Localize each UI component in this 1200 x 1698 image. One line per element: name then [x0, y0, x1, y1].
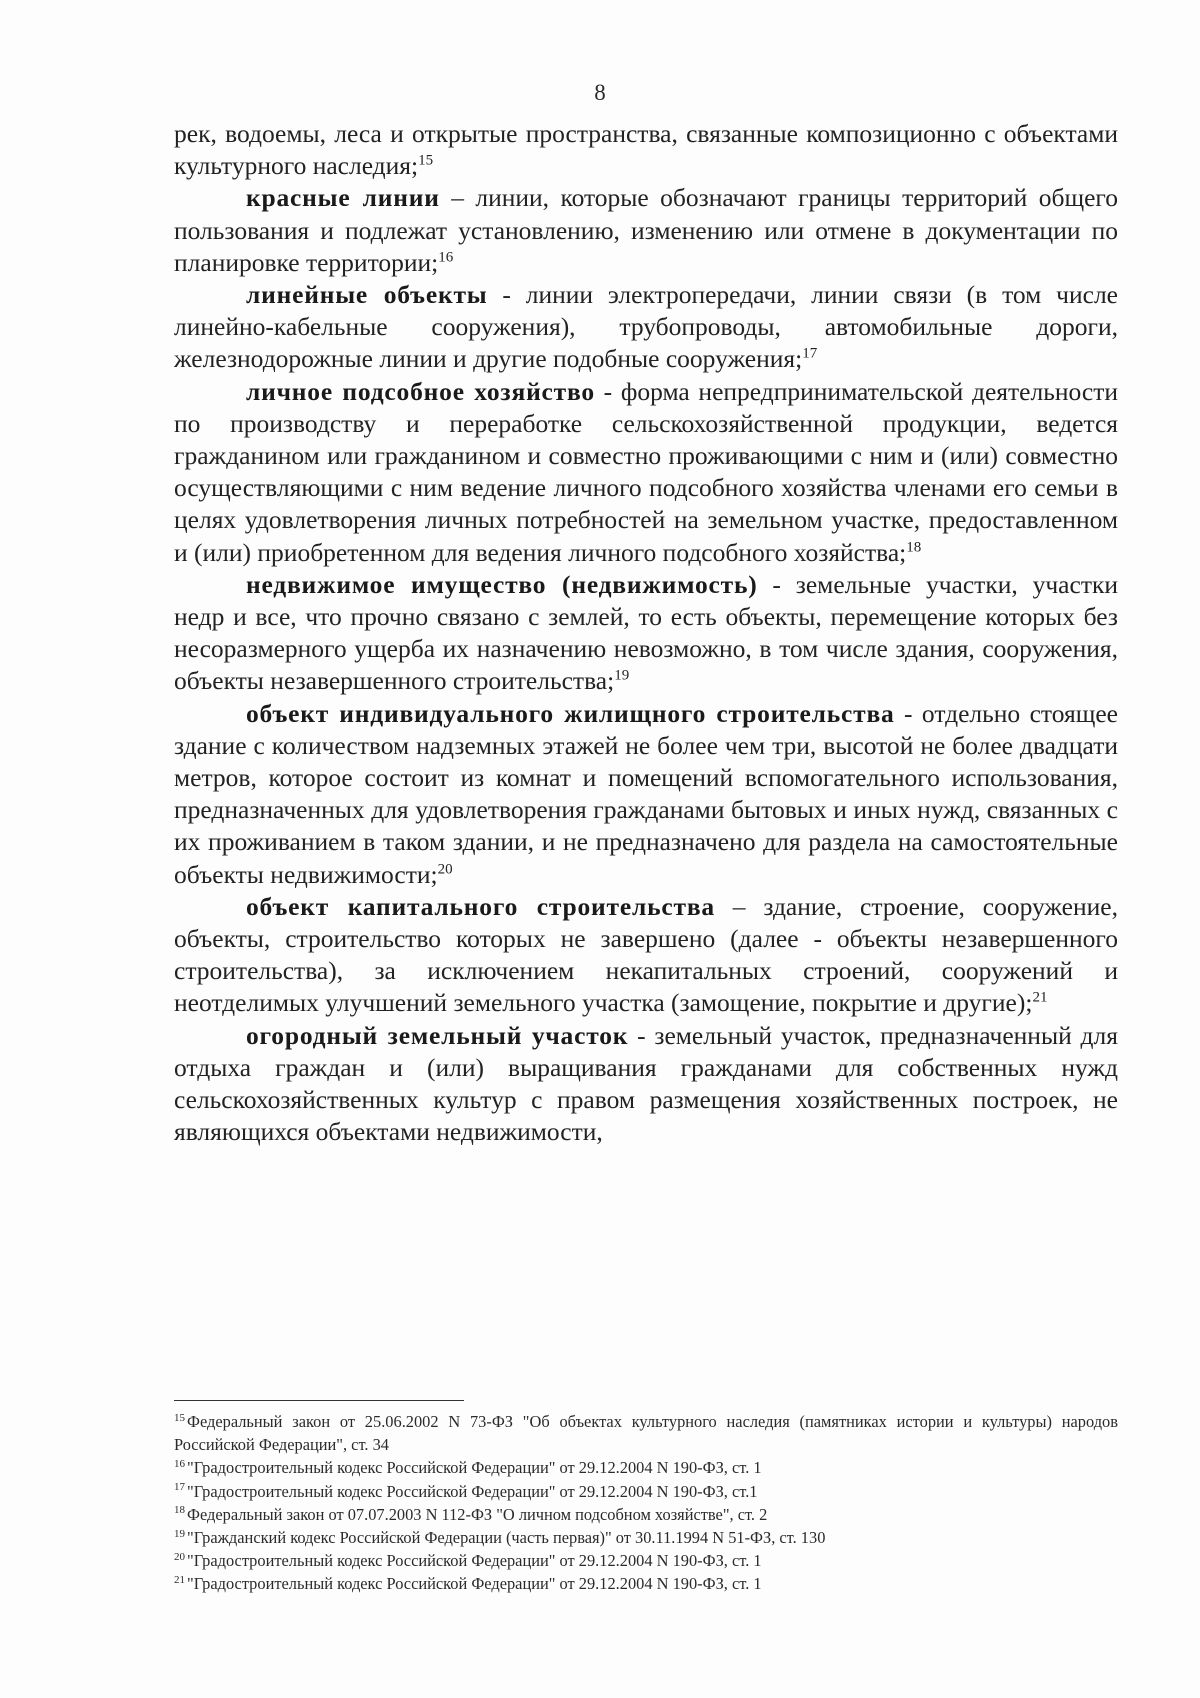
footnote-text: Федеральный закон от 25.06.2002 N 73-ФЗ "Об объектах культурного наследия (памятниках истории и культуры) народов Российской Федерации", ст. 34	[174, 1412, 1118, 1455]
footnote-ref[interactable]: 18	[906, 539, 922, 556]
footnote-ref[interactable]: 21	[1032, 989, 1048, 1006]
footnote-text: "Градостроительный кодекс Российской Федерации" от 29.12.2004 N 190-ФЗ, ст. 1	[187, 1551, 762, 1571]
footnote-divider	[174, 1400, 464, 1401]
definition-text: - земельные участки, участки недр и все, что прочно связано с землей, то есть объекты, перемещение которых без несоразмерного ущерба их назначению невозможно, в том числе здания, сооружения, объекты незавершенного строительства;	[174, 569, 1118, 696]
footnote-item	[174, 1503, 1118, 1526]
paragraph-intro	[174, 118, 1118, 182]
definition-term: огородный земельный участок	[246, 1020, 629, 1050]
definition-garden-plot	[174, 1020, 1118, 1149]
footnote-number: 19	[174, 1527, 185, 1540]
definition-red-lines	[174, 182, 1118, 279]
footnote-item	[174, 1456, 1118, 1479]
footnote-text: "Гражданский кодекс Российской Федерации (часть первая)" от 30.11.1994 N 51-ФЗ, ст. 130	[187, 1528, 826, 1548]
footnote-text: Федеральный закон от 07.07.2003 N 112-ФЗ "О личном подсобном хозяйстве", ст. 2	[187, 1504, 768, 1524]
definition-term: объект капитального строительства	[246, 891, 715, 921]
footnote-number: 17	[174, 1481, 185, 1494]
definition-term: личное подсобное хозяйство	[246, 376, 595, 406]
definition-term: линейные объекты	[246, 280, 488, 310]
footnote-item	[174, 1572, 1118, 1595]
footnote-ref[interactable]: 19	[614, 667, 630, 684]
definition-term: красные линии	[246, 183, 440, 213]
definition-term: объект индивидуального жилищного строительства	[246, 698, 895, 728]
footnote-ref[interactable]: 15	[418, 152, 434, 169]
definition-personal-farm	[174, 376, 1118, 569]
paragraph-text: рек, водоемы, леса и открытые пространства, связанные композиционно с объектами культурного наследия;	[174, 119, 1118, 181]
definition-text: - отдельно стоящее здание с количеством надземных этажей не более чем три, высотой не более двадцати метров, которое состоит из комнат и помещений вспомогательного использования, предназначенных для удовлетворения гражданами бытовых и иных нужд, связанных с их проживанием в таком здании, и не предназначено для раздела на самостоятельные объекты недвижимости;	[174, 698, 1118, 889]
definition-text: - линии электропередачи, линии связи (в том числе линейно-кабельные сооружения), трубопроводы, автомобильные дороги, железнодорожные линии и другие подобные сооружения;	[174, 280, 1118, 374]
definition-text: - форма непредпринимательской деятельности по производству и переработке сельскохозяйственной продукции, ведется гражданином или гражданином и совместно проживающими с ним и (или) совместно осуществляющими с ним ведение личного подсобного хозяйства членами его семьи в целях удовлетворения личных потребностей на земельном участке, предоставленном и (или) приобретенном для ведения личного подсобного хозяйства;	[174, 376, 1118, 567]
page-number: 8	[594, 80, 606, 105]
footnotes	[174, 1410, 1118, 1596]
footnote-item	[174, 1549, 1118, 1572]
footnote-ref[interactable]: 16	[438, 249, 454, 266]
definition-term: недвижимое имущество (недвижимость)	[246, 569, 758, 599]
footnote-number: 21	[174, 1573, 185, 1586]
footnote-number: 18	[174, 1504, 185, 1517]
footnote-ref[interactable]: 17	[802, 345, 818, 362]
definition-text: – линии, которые обозначают границы территорий общего пользования и подлежат установлению, изменению или отмене в документации по планировке территории;	[174, 183, 1118, 277]
footnote-ref[interactable]: 20	[437, 861, 453, 878]
footnote-item	[174, 1410, 1118, 1456]
footnote-number: 15	[174, 1411, 185, 1424]
definition-individual-housing	[174, 698, 1118, 891]
definition-capital-construction	[174, 891, 1118, 1020]
definition-real-estate	[174, 569, 1118, 698]
definition-text: – здание, строение, сооружение, объекты, строительство которых не завершено (далее - объекты незавершенного строительства), за исключением некапитальных строений, сооружений и неотделимых улучшений земельного участка (замощение, покрытие и другие);	[174, 891, 1118, 1018]
footnote-text: "Градостроительный кодекс Российской Федерации" от 29.12.2004 N 190-ФЗ, ст. 1	[187, 1458, 762, 1478]
footnote-number: 20	[174, 1550, 185, 1563]
body-text	[174, 118, 1118, 1149]
footnote-item	[174, 1526, 1118, 1549]
footnote-number: 16	[174, 1457, 185, 1470]
footnote-text: "Градостроительный кодекс Российской Федерации" от 29.12.2004 N 190-ФЗ, ст.1	[187, 1481, 758, 1501]
definition-linear-objects	[174, 279, 1118, 376]
definition-text: - земельный участок, предназначенный для отдыха граждан и (или) выращивания гражданами для собственных нужд сельскохозяйственных культур с правом размещения хозяйственных построек, не являющихся объектами недвижимости,	[174, 1020, 1118, 1147]
footnote-text: "Градостроительный кодекс Российской Федерации" от 29.12.2004 N 190-ФЗ, ст. 1	[187, 1574, 762, 1594]
footnote-item	[174, 1480, 1118, 1503]
